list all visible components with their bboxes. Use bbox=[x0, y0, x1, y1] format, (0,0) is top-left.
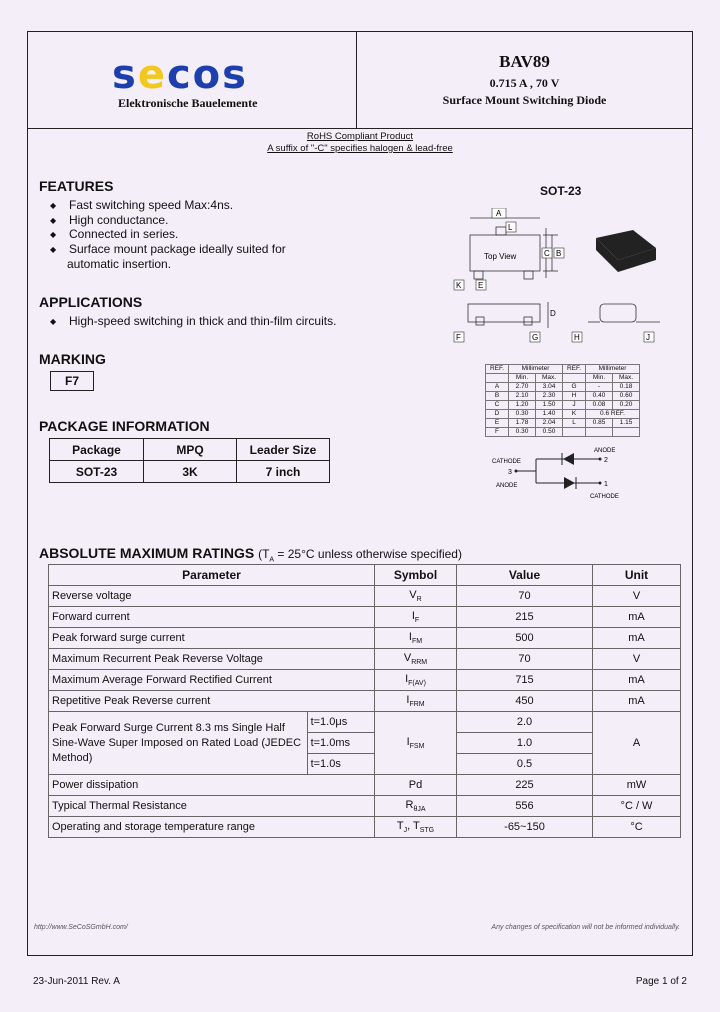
value-header: Value bbox=[457, 565, 593, 586]
rating-row: Reverse voltage $V_R$ 70 V bbox=[49, 586, 681, 607]
rating-row: Maximum Average Forward Rectified Current $I_{F(AV)}$ 715 mA bbox=[49, 670, 681, 691]
rating-row: Forward current $I_F$ 215 mA bbox=[49, 607, 681, 628]
marking-title: MARKING bbox=[39, 351, 106, 367]
dim-letter-d: D bbox=[550, 309, 556, 318]
symbol-header: Symbol bbox=[375, 565, 457, 586]
pin-3-label: 3 bbox=[508, 469, 512, 476]
anode-label: ANODE bbox=[496, 483, 518, 489]
dim-ref-header: REF. bbox=[563, 365, 586, 374]
mpq-header: MPQ bbox=[144, 439, 237, 461]
surge-row: t=1.0s 0.5 bbox=[49, 754, 681, 775]
feature-item: ◆ Fast switching speed Max:4ns. bbox=[50, 198, 234, 212]
feature-item: ◆ Connected in series. bbox=[50, 227, 179, 241]
application-item: ◆ High-speed switching in thick and thin-film circuits. bbox=[50, 314, 337, 328]
rating-row: Repetitive Peak Reverse current $I_{FRM}$ 450 mA bbox=[49, 691, 681, 712]
dim-letter-b: B bbox=[556, 249, 562, 258]
rating-row: Peak forward surge current $I_{FM}$ 500 mA bbox=[49, 628, 681, 649]
features-title: FEATURES bbox=[39, 178, 114, 194]
dim-mm-header: Millimeter bbox=[509, 365, 563, 374]
dim-row: C 1.20 1.50 J 0.08 0.20 bbox=[486, 401, 640, 410]
dim-letter-k: K bbox=[456, 281, 462, 290]
change-notice: Any changes of specification will not be informed individually. bbox=[491, 924, 680, 931]
dim-min-header: Min. bbox=[509, 374, 536, 383]
dim-letter-a: A bbox=[496, 209, 502, 218]
marking-code: F7 bbox=[50, 371, 94, 391]
dim-row: E 1.78 2.04 L 0.85 1.15 bbox=[486, 419, 640, 428]
package-drawing-title: SOT-23 bbox=[540, 184, 582, 198]
pin-1-label: 1 bbox=[604, 481, 608, 488]
mpq-value: 3K bbox=[144, 461, 237, 483]
rating-row: Operating and storage temperature range $T_J$, $T_{STG}$ -65~150 °C bbox=[49, 817, 681, 838]
abs-max-title: ABSOLUTE MAXIMUM RATINGS ($T_A = 25^\circ C$ unless otherwise specified) bbox=[39, 545, 462, 564]
dim-letter-g: G bbox=[532, 333, 539, 342]
dim-max-header: Max. bbox=[613, 374, 640, 383]
dim-min-header: Min. bbox=[586, 374, 613, 383]
package-info-title: PACKAGE INFORMATION bbox=[39, 418, 210, 434]
top-view-label: Top View bbox=[484, 252, 517, 261]
company-logo: secos bbox=[112, 52, 248, 98]
dim-row: F 0.30 0.50 bbox=[486, 428, 640, 437]
dim-letter-l: L bbox=[508, 223, 513, 232]
feature-item: ◆ Surface mount package ideally suited for bbox=[50, 242, 286, 256]
package-info-table bbox=[49, 438, 330, 483]
part-rating: 0.715 A , 70 V bbox=[489, 76, 560, 90]
cathode-label: CATHODE bbox=[492, 459, 521, 465]
dimension-table bbox=[485, 364, 640, 437]
revision-date: 23-Jun-2011 Rev. A bbox=[33, 976, 120, 987]
logo-subtitle: Elektronische Bauelemente bbox=[118, 96, 258, 110]
pin-2-label: 2 bbox=[604, 457, 608, 464]
dim-letter-h: H bbox=[574, 333, 580, 342]
page-number: Page 1 of 2 bbox=[635, 976, 687, 987]
package-header: Package bbox=[50, 439, 144, 461]
header-divider bbox=[27, 128, 693, 129]
feature-item: ◆ High conductance. bbox=[50, 213, 169, 227]
surge-row: Peak Forward Surge Current 8.3 ms Single Half Sine-Wave Super Imposed on Rated Load (JEDEC Method) t=1.0μs $I_{FSM}$ 2.0 A bbox=[49, 712, 681, 733]
applications-title: APPLICATIONS bbox=[39, 294, 143, 310]
part-number: BAV89 bbox=[499, 52, 550, 71]
dim-ref-header: REF. bbox=[486, 365, 509, 374]
rohs-line: RoHS Compliant Product bbox=[306, 131, 414, 142]
surge-row: t=1.0ms 1.0 bbox=[49, 733, 681, 754]
website-link[interactable]: http://www.SeCoSGmbH.com/ bbox=[34, 924, 128, 931]
parameter-header: Parameter bbox=[49, 565, 375, 586]
package-value: SOT-23 bbox=[50, 461, 144, 483]
anode-label: ANODE bbox=[594, 448, 616, 454]
unit-header: Unit bbox=[593, 565, 681, 586]
dim-letter-c: C bbox=[544, 249, 550, 258]
rating-row: Typical Thermal Resistance $R_{\theta JA}$ 556 °C / W bbox=[49, 796, 681, 817]
package-outline-drawing bbox=[448, 208, 678, 348]
dim-row: A 2.70 3.04 G - 0.18 bbox=[486, 383, 640, 392]
dim-row: B 2.10 2.30 H 0.40 0.60 bbox=[486, 392, 640, 401]
pin-connection-diagram bbox=[490, 445, 640, 503]
part-description: Surface Mount Switching Diode bbox=[442, 93, 607, 107]
halogen-note: A suffix of "-C" specifies halogen & lead-free bbox=[267, 143, 453, 154]
cathode-label: CATHODE bbox=[590, 494, 619, 500]
leader-size-header: Leader Size bbox=[237, 439, 330, 461]
abs-max-table bbox=[48, 564, 681, 838]
dim-letter-j: J bbox=[646, 333, 650, 342]
dim-mm-header: Millimeter bbox=[586, 365, 640, 374]
rating-row: Power dissipation Pd 225 mW bbox=[49, 775, 681, 796]
feature-item-continuation: automatic insertion. bbox=[67, 257, 172, 271]
dim-row: D 0.30 1.40 K 0.6 REF. bbox=[486, 410, 640, 419]
leader-size-value: 7 inch bbox=[237, 461, 330, 483]
dim-max-header: Max. bbox=[536, 374, 563, 383]
dim-letter-e: E bbox=[478, 281, 484, 290]
rating-row: Maximum Recurrent Peak Reverse Voltage $V_{RRM}$ 70 V bbox=[49, 649, 681, 670]
dim-letter-f: F bbox=[456, 333, 461, 342]
